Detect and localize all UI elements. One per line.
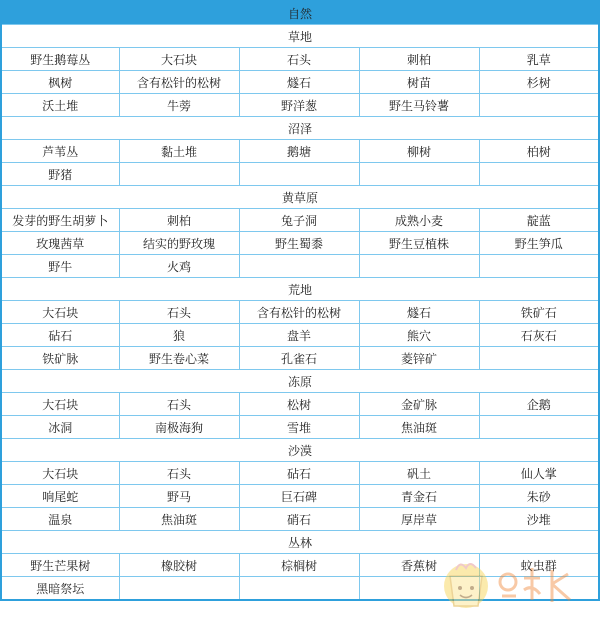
table-cell: 野生蜀黍 (239, 232, 359, 255)
table-row (1, 393, 599, 416)
table-cell: 焦油斑 (359, 416, 479, 439)
section-header-row (1, 278, 599, 301)
table-cell: 砧石 (1, 324, 119, 347)
table-cell (479, 94, 599, 117)
table-cell: 冰洞 (1, 416, 119, 439)
table-cell: 青金石 (359, 485, 479, 508)
table-cell: 厚岸草 (359, 508, 479, 531)
table-cell: 野洋葱 (239, 94, 359, 117)
section-title: 草地 (1, 25, 599, 48)
table-cell: 枫树 (1, 71, 119, 94)
table-cell: 野牛 (1, 255, 119, 278)
table-cell: 乳草 (479, 48, 599, 71)
table-cell (479, 416, 599, 439)
table-cell: 刺柏 (119, 209, 239, 232)
table-row (1, 209, 599, 232)
table-cell: 石头 (119, 301, 239, 324)
table-cell: 熊穴 (359, 324, 479, 347)
table-cell: 树苗 (359, 71, 479, 94)
table-cell: 石头 (239, 48, 359, 71)
table-cell: 石头 (119, 462, 239, 485)
table-cell: 大石块 (119, 48, 239, 71)
section-header-row (1, 117, 599, 140)
table-cell: 棕榈树 (239, 554, 359, 577)
table-row (1, 577, 599, 601)
table-cell: 野猪 (1, 163, 119, 186)
section-title: 丛林 (1, 531, 599, 554)
table-row (1, 508, 599, 531)
table-cell: 硝石 (239, 508, 359, 531)
table-cell (359, 255, 479, 278)
table-cell: 含有松针的松树 (119, 71, 239, 94)
table-row (1, 163, 599, 186)
table-cell: 盘羊 (239, 324, 359, 347)
table-row (1, 301, 599, 324)
section-title: 沙漠 (1, 439, 599, 462)
table-row (1, 71, 599, 94)
table-cell: 鹅塘 (239, 140, 359, 163)
table-row (1, 324, 599, 347)
table-cell: 野生马铃薯 (359, 94, 479, 117)
section-header-row (1, 531, 599, 554)
table-cell: 焦油斑 (119, 508, 239, 531)
table-cell: 菱锌矿 (359, 347, 479, 370)
table-cell: 野马 (119, 485, 239, 508)
table-cell (119, 577, 239, 601)
table-cell: 成熟小麦 (359, 209, 479, 232)
table-cell: 企鹅 (479, 393, 599, 416)
table-cell: 兔子洞 (239, 209, 359, 232)
table-cell: 朱砂 (479, 485, 599, 508)
section-title: 冻原 (1, 370, 599, 393)
table-cell: 松树 (239, 393, 359, 416)
table-cell: 结实的野玫瑰 (119, 232, 239, 255)
table-row (1, 416, 599, 439)
table-cell: 石头 (119, 393, 239, 416)
table-cell: 橡胶树 (119, 554, 239, 577)
table-cell: 雪堆 (239, 416, 359, 439)
section-title: 沼泽 (1, 117, 599, 140)
section-header-row (1, 370, 599, 393)
table-cell (239, 255, 359, 278)
table-cell: 杉树 (479, 71, 599, 94)
section-title: 黄草原 (1, 186, 599, 209)
table-cell (479, 255, 599, 278)
table-cell: 靛蓝 (479, 209, 599, 232)
table-cell (239, 163, 359, 186)
table-cell: 仙人掌 (479, 462, 599, 485)
table-cell: 发芽的野生胡萝卜 (1, 209, 119, 232)
table-cell: 含有松针的松树 (239, 301, 359, 324)
table-cell: 响尾蛇 (1, 485, 119, 508)
table-title: 自然 (1, 1, 599, 25)
table-cell (479, 577, 599, 601)
table-cell: 砧石 (239, 462, 359, 485)
table-cell: 大石块 (1, 301, 119, 324)
table-cell: 火鸡 (119, 255, 239, 278)
table-cell: 牛蒡 (119, 94, 239, 117)
table-cell: 孔雀石 (239, 347, 359, 370)
table-cell: 香蕉树 (359, 554, 479, 577)
table-row (1, 255, 599, 278)
table-cell: 柏树 (479, 140, 599, 163)
table-cell: 燧石 (359, 301, 479, 324)
table-cell: 矾土 (359, 462, 479, 485)
title-row (1, 1, 599, 25)
table-cell: 野生卷心菜 (119, 347, 239, 370)
table-cell: 野生笋瓜 (479, 232, 599, 255)
table-cell: 巨石碑 (239, 485, 359, 508)
table-row (1, 140, 599, 163)
table-cell: 沙堆 (479, 508, 599, 531)
section-title: 荒地 (1, 278, 599, 301)
table-cell: 金矿脉 (359, 393, 479, 416)
section-header-row (1, 186, 599, 209)
table-row (1, 232, 599, 255)
table-cell: 蚊虫群 (479, 554, 599, 577)
table-cell: 野生鹅莓丛 (1, 48, 119, 71)
table-row (1, 94, 599, 117)
table-row (1, 485, 599, 508)
table-cell: 黏土堆 (119, 140, 239, 163)
table-cell (359, 163, 479, 186)
table-cell: 大石块 (1, 462, 119, 485)
table-cell: 柳树 (359, 140, 479, 163)
table-cell: 野生豆植株 (359, 232, 479, 255)
table-cell: 狼 (119, 324, 239, 347)
table-cell (479, 163, 599, 186)
table-cell: 大石块 (1, 393, 119, 416)
table-cell: 芦苇丛 (1, 140, 119, 163)
table-cell (119, 163, 239, 186)
table-cell: 玫瑰茜草 (1, 232, 119, 255)
table-cell: 野生芒果树 (1, 554, 119, 577)
section-header-row (1, 439, 599, 462)
table-cell: 石灰石 (479, 324, 599, 347)
table-cell (359, 577, 479, 601)
table-row (1, 554, 599, 577)
table-cell: 铁矿脉 (1, 347, 119, 370)
table-row (1, 347, 599, 370)
table-cell: 铁矿石 (479, 301, 599, 324)
table-row (1, 462, 599, 485)
table-cell: 温泉 (1, 508, 119, 531)
table-cell: 沃土堆 (1, 94, 119, 117)
table-cell (239, 577, 359, 601)
table-cell (479, 347, 599, 370)
table-cell: 南极海狗 (119, 416, 239, 439)
table-row (1, 48, 599, 71)
table-cell: 刺柏 (359, 48, 479, 71)
section-header-row (1, 25, 599, 48)
table-cell: 燧石 (239, 71, 359, 94)
table-cell: 黑暗祭坛 (1, 577, 119, 601)
